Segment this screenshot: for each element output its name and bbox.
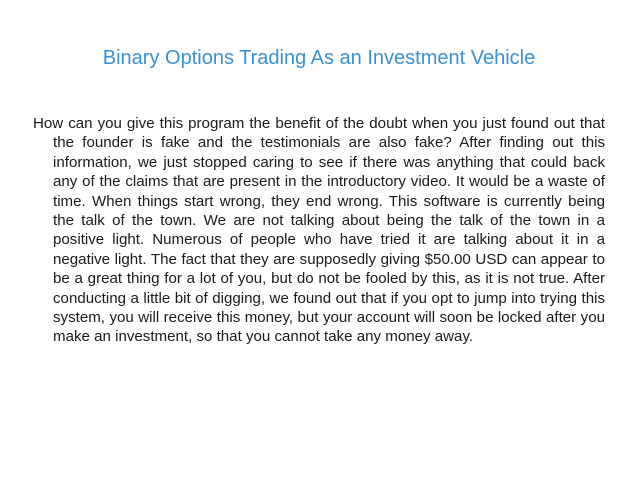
slide-body-text: How can you give this program the benefit of the doubt when you just found out that the founder is fake and the testimonials are also fake? After finding out this information, we just stopped caring to see if there was anything that could back any of the claims that are present in the introductory video. It would be a waste of time. When things start wrong, they end wrong. This software is currently being the talk of the town. We are not talking about being the talk of the town in a positive light. Numerous of people who have tried it are talking about it in a negative light. The fact that they are supposedly giving $50.00 USD can appear to be a great thing for a lot of you, but do not be fooled by this, as it is not true. After conducting a little bit of digging, we found out that if you opt to jump into trying this system, you will receive this money, but your account will soon be locked after you make an investment, so that you cannot take any money away.: [33, 115, 605, 346]
slide-title: Binary Options Trading As an Investment Vehicle: [102, 47, 536, 69]
